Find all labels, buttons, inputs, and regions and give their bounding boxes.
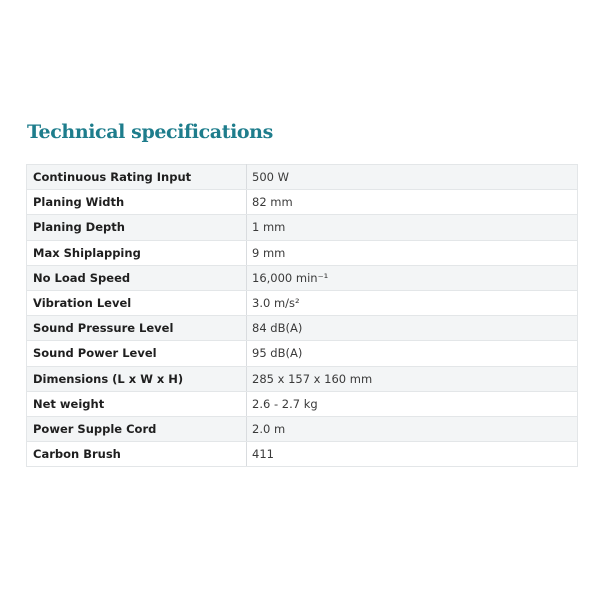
spec-value: 500 W (247, 165, 578, 190)
spec-label: Planing Depth (27, 215, 247, 240)
spec-value: 84 dB(A) (247, 316, 578, 341)
spec-value: 1 mm (247, 215, 578, 240)
spec-label: Sound Pressure Level (27, 316, 247, 341)
spec-value: 285 x 157 x 160 mm (247, 366, 578, 391)
table-row (27, 165, 578, 190)
spec-label: Dimensions (L x W x H) (27, 366, 247, 391)
spec-label: Power Supple Cord (27, 416, 247, 441)
spec-value: 3.0 m/s² (247, 290, 578, 315)
table-row (27, 190, 578, 215)
table-row (27, 416, 578, 441)
spec-label: Net weight (27, 391, 247, 416)
spec-label: Vibration Level (27, 290, 247, 315)
specifications-table (26, 164, 578, 467)
spec-label: No Load Speed (27, 265, 247, 290)
specifications-table-body (27, 165, 578, 467)
table-row (27, 265, 578, 290)
spec-value: 411 (247, 442, 578, 467)
spec-value: 16,000 min⁻¹ (247, 265, 578, 290)
table-row (27, 391, 578, 416)
spec-label: Planing Width (27, 190, 247, 215)
table-row (27, 442, 578, 467)
table-row (27, 341, 578, 366)
spec-label: Sound Power Level (27, 341, 247, 366)
spec-label: Carbon Brush (27, 442, 247, 467)
spec-value: 9 mm (247, 240, 578, 265)
table-row (27, 215, 578, 240)
spec-value: 2.6 - 2.7 kg (247, 391, 578, 416)
table-row (27, 366, 578, 391)
spec-label: Max Shiplapping (27, 240, 247, 265)
table-row (27, 316, 578, 341)
page-title: Technical specifications (27, 121, 273, 143)
spec-value: 2.0 m (247, 416, 578, 441)
spec-value: 82 mm (247, 190, 578, 215)
spec-label: Continuous Rating Input (27, 165, 247, 190)
table-row (27, 240, 578, 265)
table-row (27, 290, 578, 315)
spec-value: 95 dB(A) (247, 341, 578, 366)
